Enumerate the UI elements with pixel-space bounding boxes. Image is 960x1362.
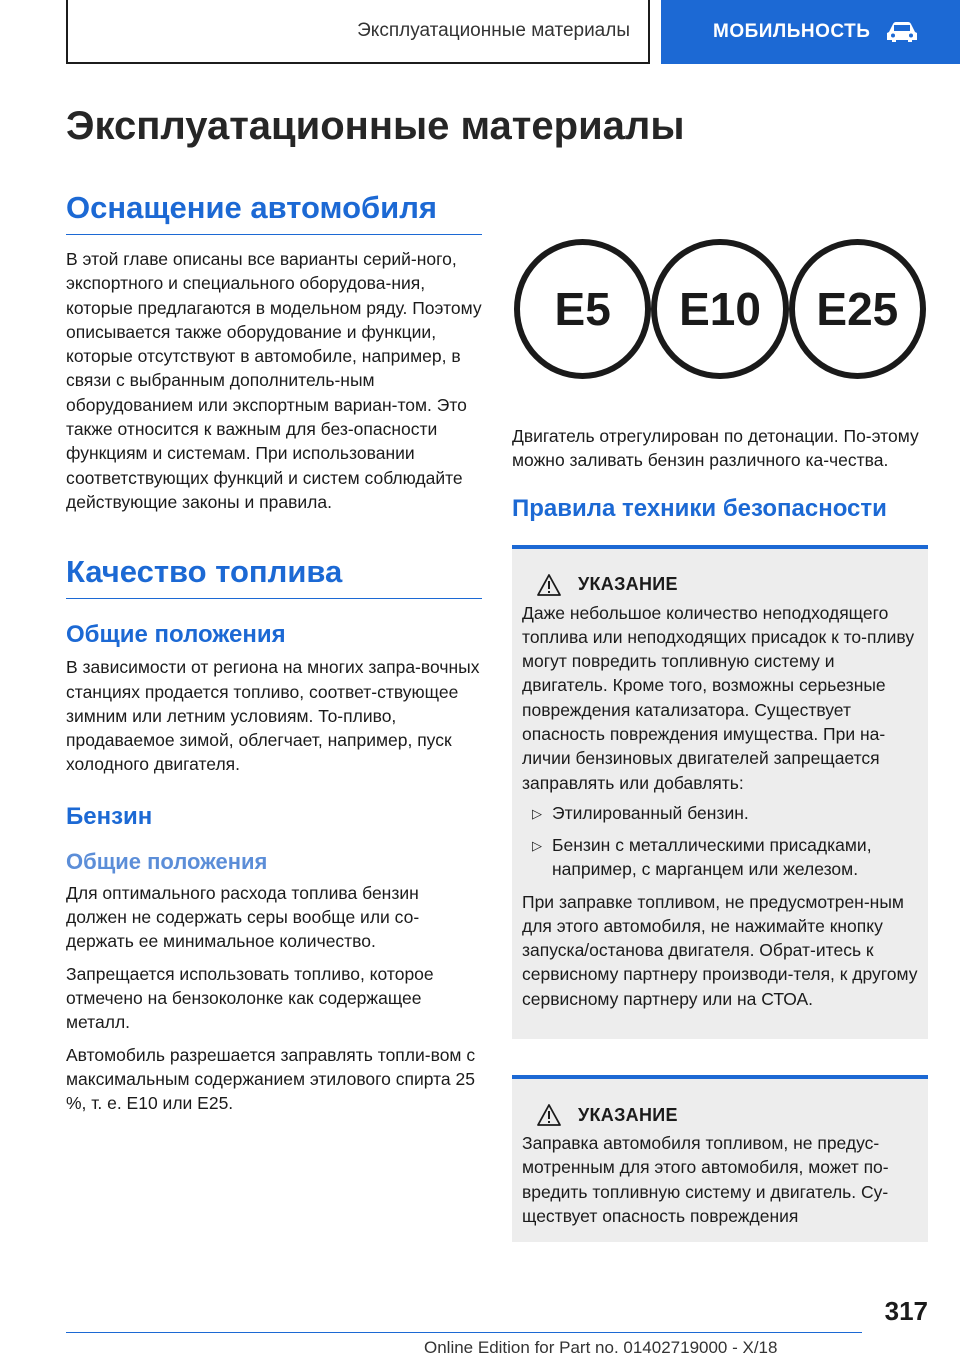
- safety-heading: Правила техники безопасности: [512, 494, 887, 522]
- right-column: [512, 234, 928, 1242]
- quality-general-heading: Общие положения: [66, 621, 286, 649]
- list-item: [522, 833, 918, 882]
- warning-text: Даже небольшое количество неподходящего топлива или неподходящих присадок к то-пливу могут повредить топливную систему и двигатель. Кроме того, возможны серьезные повреждения катализатора. Существует опасность повреждения имущества. При на-личии бензиновых двигателей запрещается заправлять или добавлять:: [522, 602, 915, 793]
- page-number: 317: [884, 1296, 928, 1326]
- warning-triangle-icon: [536, 573, 562, 597]
- warning-title: УКАЗАНИЕ: [578, 574, 678, 595]
- warning-box-1: [512, 545, 928, 1039]
- warning-header: [522, 573, 918, 597]
- header-section-tab: [66, 0, 650, 64]
- bullet-text: Этилированный бензин.: [552, 802, 749, 823]
- bullet-triangle-icon: ▷: [532, 805, 542, 821]
- car-icon: [884, 20, 920, 44]
- footer-divider: [66, 1332, 862, 1333]
- fuel-label-e25: E25: [789, 239, 926, 379]
- header-brand-tab[interactable]: [661, 0, 960, 64]
- petrol-heading: Бензин: [66, 802, 153, 830]
- list-item: [522, 801, 918, 827]
- warning-header: [522, 1103, 918, 1127]
- quality-general-text: В зависимости от региона на многих запра-вочных станциях продается топливо, соответ-ствующее зимним или летним условиям. То-пливо, продаваемое зимой, облегчает, например, пуск холодного двигателя.: [66, 657, 480, 775]
- petrol-text-1: Для оптимального расхода топлива бензин должен не содержать серы вообще или со-держать ее минимальное количество.: [66, 882, 420, 952]
- warning-triangle-icon: [536, 1103, 562, 1127]
- petrol-general-heading: Общие положения: [66, 848, 268, 874]
- fuel-labels-image: [512, 234, 928, 384]
- left-column: [66, 190, 482, 1123]
- footer-edition-text: Online Edition for Part no. 01402719000 - X/18: [424, 1338, 778, 1357]
- petrol-text-2: Запрещается использовать топливо, которое отмечено на бензоколонке как содержащее металл.: [66, 963, 434, 1033]
- knock-text: Двигатель отрегулирован по детонации. По-этому можно заливать бензин различного ка-чества.: [512, 426, 919, 471]
- warning-title: УКАЗАНИЕ: [578, 1104, 678, 1125]
- fuel-quality-heading: Качество топлива: [66, 554, 482, 599]
- warning-after-text: При заправке топливом, не предусмотрен-ным для этого автомобиля, не нажимайте кнопку запуска/останова двигателя. Обрат-итесь к сервисному партнеру производи-теля, к другому сервисному партнеру или на СТОА.: [522, 891, 918, 1009]
- fuel-label-e10: E10: [651, 239, 788, 379]
- header-section-label: Эксплуатационные материалы: [357, 20, 630, 41]
- equipment-text: В этой главе описаны все варианты серий-ного, экспортного и специального оборудова-ния, которые предлагаются в модельном ряду. Поэтому описывается также оборудование и функции, которые отсутствуют в автомобиле, например, в связи с выбранным дополнитель-ным оборудованием или экспортным вариан-том. Это также относится к важным для без-опасности функциям и системам. При использовании соответствующих функций и систем соблюдайте действующие законы и правила.: [66, 249, 482, 512]
- warning-box-2: [512, 1075, 928, 1242]
- equipment-heading: Оснащение автомобиля: [66, 190, 482, 235]
- fuel-label-e5: E5: [514, 239, 651, 379]
- page-title: Эксплуатационные материалы: [66, 104, 685, 148]
- warning-bullet-list: [522, 801, 918, 882]
- header-brand-label: МОБИЛЬНОСТЬ: [713, 21, 871, 42]
- bullet-triangle-icon: ▷: [532, 837, 542, 853]
- warning-text: Заправка автомобиля топливом, не предус-мотренным для этого автомобиля, может по-вредить топливную систему и двигатель. Су-ществует опасность повреждения: [522, 1133, 889, 1226]
- bullet-text: Бензин с металлическими присадками, например, с марганцем или железом.: [552, 834, 872, 880]
- petrol-text-3: Автомобиль разрешается заправлять топли-вом с максимальным содержанием этилового спирта 25 %, т. е. E10 или E25.: [66, 1044, 476, 1114]
